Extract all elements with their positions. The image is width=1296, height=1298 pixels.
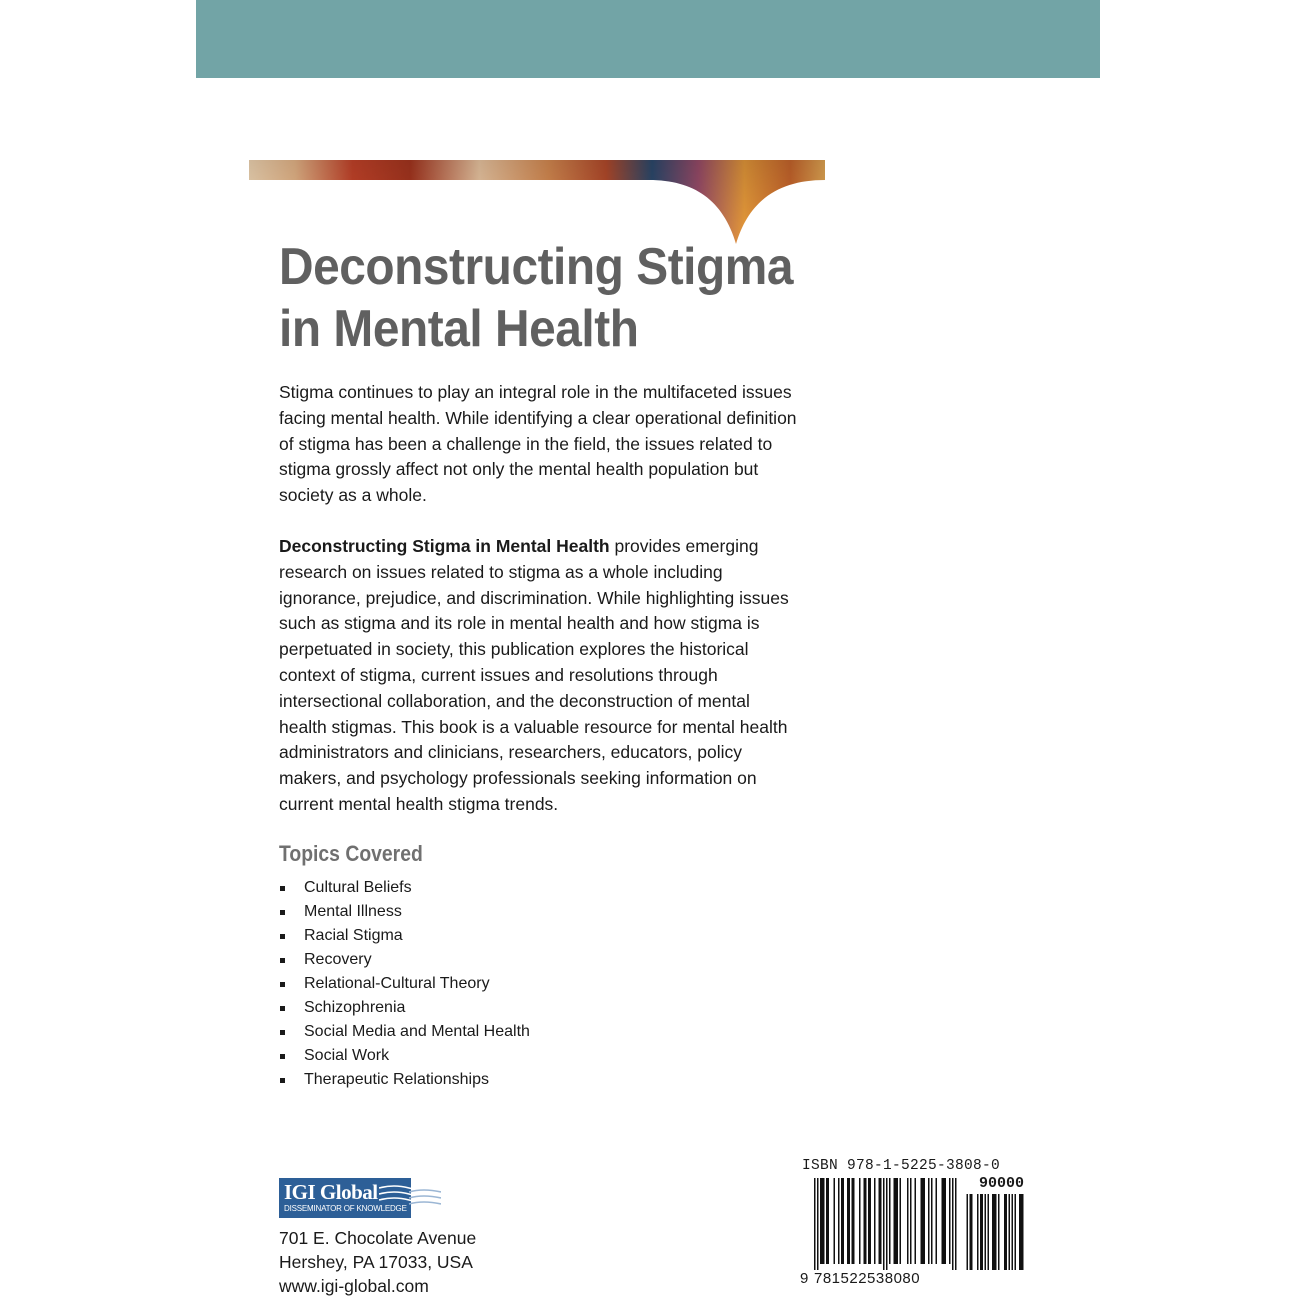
logo-tagline: DISSEMINATOR OF KNOWLEDGE <box>284 1204 407 1213</box>
barcode-bar <box>817 1178 819 1270</box>
barcode-bar <box>822 1178 824 1264</box>
isbn-label: ISBN 978-1-5225-3808-0 <box>802 1158 1001 1174</box>
barcode-bar <box>894 1178 896 1264</box>
addon-bar <box>985 1194 987 1270</box>
publisher-address <box>279 1226 476 1298</box>
barcode-bar <box>952 1178 954 1270</box>
addon-bar <box>967 1194 969 1270</box>
square-bullet-icon <box>280 934 285 939</box>
topic-item <box>279 996 530 1020</box>
addon-bar <box>982 1194 984 1270</box>
topic-item <box>279 1020 530 1044</box>
barcode-bar <box>921 1178 923 1264</box>
addon-bar <box>1015 1194 1017 1270</box>
addon-bar <box>988 1194 990 1270</box>
addon-bar <box>1006 1194 1008 1270</box>
barcode-bar <box>849 1178 851 1264</box>
cover-art-strip <box>249 160 825 244</box>
barcode-bar <box>868 1178 870 1264</box>
igi-global-logo <box>279 1178 441 1218</box>
square-bullet-icon <box>280 982 285 987</box>
barcode-bar <box>870 1178 872 1264</box>
barcode-bar <box>843 1178 845 1264</box>
barcode-bar <box>841 1178 843 1264</box>
barcode-bar <box>838 1178 840 1264</box>
barcode-bar <box>945 1178 947 1264</box>
topic-item <box>279 876 530 900</box>
topic-label: Relational-Cultural Theory <box>304 975 490 992</box>
barcode-bar <box>936 1178 938 1264</box>
square-bullet-icon <box>280 1006 285 1011</box>
barcode-bar <box>910 1178 912 1264</box>
barcode-bar <box>900 1178 902 1264</box>
barcode-bar <box>922 1178 924 1264</box>
barcode-bar <box>865 1178 867 1264</box>
addon-bar <box>995 1194 997 1270</box>
topics-list <box>279 876 530 1092</box>
topic-label: Social Work <box>304 1047 390 1064</box>
barcode-bar <box>883 1178 885 1270</box>
book-title-line-2: in Mental Health <box>279 300 639 358</box>
addon-bar <box>992 1194 994 1270</box>
barcode-bar <box>828 1178 830 1264</box>
addon-bar <box>1012 1194 1014 1270</box>
topic-label: Recovery <box>304 951 372 968</box>
barcode-bar <box>897 1178 899 1264</box>
logo-name: IGI Global <box>284 1180 378 1204</box>
addon-bar <box>1022 1194 1024 1270</box>
ean-digits <box>800 1270 946 1287</box>
addon-bar <box>1019 1194 1021 1270</box>
barcode-bar <box>928 1178 930 1264</box>
addon-bar <box>994 1194 996 1270</box>
ean-first-digit: 9 <box>800 1270 809 1287</box>
topic-label: Mental Illness <box>304 903 402 920</box>
topic-label: Racial Stigma <box>304 927 403 944</box>
addon-bar <box>1021 1194 1023 1270</box>
addon-bar <box>970 1194 972 1270</box>
addon-bar <box>1004 1194 1006 1270</box>
barcode-bar <box>943 1178 945 1264</box>
addon-bar <box>977 1194 979 1270</box>
barcode-bar <box>852 1178 854 1264</box>
square-bullet-icon <box>280 910 285 915</box>
book-title-inline: Deconstructing Stigma in Mental Health <box>279 536 610 556</box>
barcode-bar <box>886 1178 888 1270</box>
addon-bar <box>980 1194 982 1270</box>
barcode-bar <box>859 1178 861 1264</box>
square-bullet-icon <box>280 958 285 963</box>
publisher-website-link[interactable]: www.igi-global.com <box>279 1276 429 1296</box>
addon-bar <box>971 1194 973 1270</box>
barcode-bar <box>931 1178 933 1264</box>
barcode-bar <box>826 1178 828 1264</box>
topic-item <box>279 948 530 972</box>
topic-label: Social Media and Mental Health <box>304 1023 530 1040</box>
topic-label: Therapeutic Relationships <box>304 1071 489 1088</box>
barcode-bar <box>879 1178 881 1264</box>
address-street: 701 E. Chocolate Avenue <box>279 1228 477 1248</box>
price-code: 90000 <box>978 1175 1024 1192</box>
barcode-bar <box>907 1178 909 1264</box>
description-paragraph-1: Stigma continues to play an integral role in the multifaceted issues facing mental health. While identifying a clear operational definition of stigma has been a challenge in the field, the issues related to stigma grossly affect not only the mental health population but society as a whole. <box>279 382 797 506</box>
barcode-bar <box>924 1178 926 1264</box>
barcode-bar <box>814 1178 816 1270</box>
address-city: Hershey, PA 17033, USA <box>279 1252 473 1272</box>
topic-item <box>279 900 530 924</box>
ean-remaining-digits: 781522538080 <box>814 1270 921 1287</box>
addon-bar <box>998 1194 1000 1270</box>
book-title <box>279 236 794 360</box>
topic-item <box>279 972 530 996</box>
description-paragraph-2 <box>279 534 799 818</box>
square-bullet-icon <box>280 1030 285 1035</box>
square-bullet-icon <box>280 1078 285 1083</box>
barcode-bar <box>864 1178 866 1264</box>
barcode-bar <box>955 1178 957 1270</box>
barcode-bar <box>853 1178 855 1264</box>
barcode-bar <box>880 1178 882 1264</box>
barcode-bar <box>889 1178 891 1264</box>
isbn-barcode <box>800 1176 1024 1272</box>
topics-heading: Topics Covered <box>279 841 423 866</box>
barcode-bar <box>915 1178 917 1264</box>
barcode-bar <box>823 1178 825 1264</box>
top-color-band <box>196 0 1100 78</box>
addon-bar <box>1009 1194 1011 1270</box>
topic-item <box>279 1044 530 1068</box>
barcode-bar <box>895 1178 897 1264</box>
book-title-line-1: Deconstructing Stigma <box>279 238 793 296</box>
description-paragraph-2-text: provides emerging research on issues related to stigma as a whole including ignorance, prejudice, and discrimination. While highlighting issues such as stigma and its role in mental health and how stigma is perpetuated in society, this publication explores the historical context of stigma, current issues and resolutions through intersectional collaboration, and the deconstruction of mental health stigmas. This book is a valuable resource for mental health administrators and clinicians, researchers, educators, policy makers, and psychology professionals seeking information on current mental health stigma trends. <box>279 536 789 814</box>
barcode-bar <box>949 1178 951 1264</box>
barcode-bar <box>847 1178 849 1264</box>
barcode-bar <box>942 1178 944 1264</box>
topic-label: Cultural Beliefs <box>304 879 412 896</box>
wave-lines-icon <box>379 1182 441 1212</box>
square-bullet-icon <box>280 1054 285 1059</box>
barcode-bar <box>820 1178 822 1264</box>
topic-label: Schizophrenia <box>304 999 406 1016</box>
barcode-bar <box>874 1178 876 1264</box>
topic-item <box>279 924 530 948</box>
barcode-bar <box>834 1178 836 1264</box>
square-bullet-icon <box>280 886 285 891</box>
topic-item <box>279 1068 530 1092</box>
